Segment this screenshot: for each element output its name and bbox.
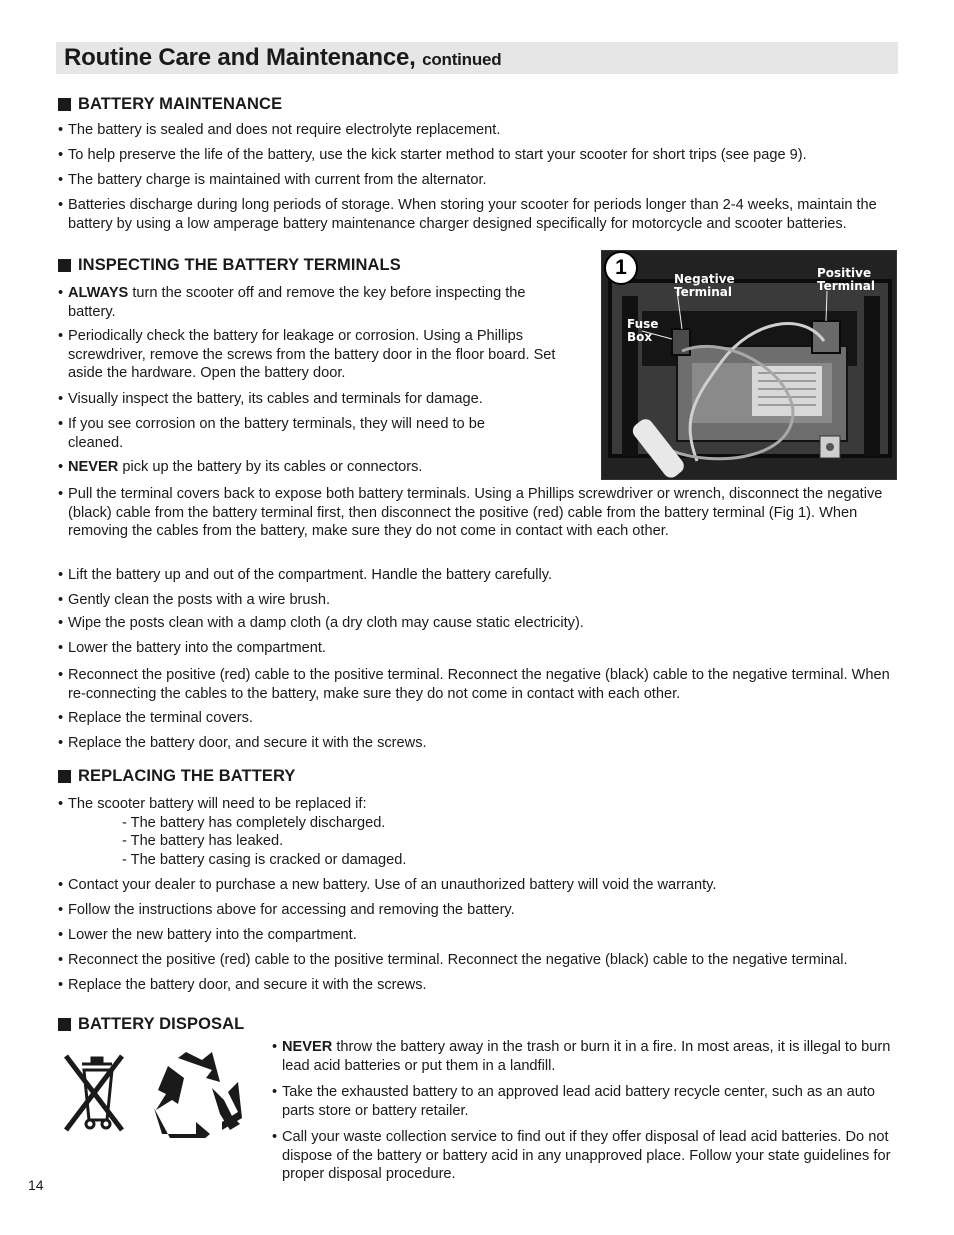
square-bullet-icon — [58, 770, 71, 783]
page-title-continued: continued — [422, 50, 502, 69]
bullet-text: Call your waste collection service to find out if they offer disposal of lead acid batteries. Do not dispose of the battery or battery acid in any unapproved place. Follow your state guidelines for proper disposal procedure. — [282, 1129, 891, 1183]
replacing-item: • Contact your dealer to purchase a new battery. Use of an unauthorized battery will void the warranty. — [58, 876, 896, 895]
bullet-text: The scooter battery will need to be replaced if: — [68, 796, 367, 812]
bullet-text: Visually inspect the battery, its cables and terminals for damage. — [68, 391, 483, 407]
bullet-text: Replace the battery door, and secure it with the screws. — [68, 977, 427, 993]
inspecting-item: • Lift the battery up and out of the compartment. Handle the battery carefully. — [58, 566, 896, 585]
battery-compartment-photo — [601, 250, 897, 480]
bullet-text: Follow the instructions above for accessing and removing the battery. — [68, 902, 515, 918]
bullet-text: Contact your dealer to purchase a new battery. Use of an unauthorized battery will void the warranty. — [68, 877, 717, 893]
inspecting-item: • If you see corrosion on the battery terminals, they will need to be cleaned. — [58, 415, 498, 452]
disposal-heading-text: BATTERY DISPOSAL — [78, 1015, 245, 1033]
inspecting-item: • Replace the battery door, and secure it with the screws. — [58, 734, 896, 753]
inspecting-item: • ALWAYS turn the scooter off and remove the key before inspecting the battery. — [58, 285, 526, 320]
inspecting-heading-text: INSPECTING THE BATTERY TERMINALS — [78, 256, 401, 274]
crossed-out-bin-icon — [66, 1056, 122, 1130]
battery-maintenance-heading-text: BATTERY MAINTENANCE — [78, 95, 283, 113]
battery-maintenance-item: • To help preserve the life of the battery, use the kick starter method to start your scooter for short trips (see page 9). — [58, 146, 896, 165]
fuse-box-label: Fuse Box — [627, 317, 659, 344]
replacing-item: • The scooter battery will need to be replaced if: — [58, 795, 896, 814]
battery-maintenance-heading — [58, 94, 282, 114]
replacing-item: • Lower the new battery into the compartment. — [58, 926, 896, 945]
emphasis-never: NEVER — [282, 1039, 333, 1055]
inspecting-item: • Pull the terminal covers back to expose both battery terminals. Using a Phillips screwdriver or wrench, disconnect the negative (black) cable from the battery terminal first, then disconnect the positive (red) cable from the battery terminal (Fig 1). When removing the cables from the battery, make sure they do not come in contact with each other. — [58, 485, 896, 541]
replacing-sub-item: - The battery has completely discharged. — [122, 815, 386, 831]
bullet-text: Lift the battery up and out of the compartment. Handle the battery carefully. — [68, 567, 553, 583]
inspecting-item: • Visually inspect the battery, its cables and terminals for damage. — [58, 390, 563, 409]
bullet-text: Batteries discharge during long periods of storage. When storing your scooter for periods longer than 2-4 weeks, maintain the battery by using a low amperage battery maintenance charger designed specifically for motorcycle and scooter batteries. — [68, 197, 877, 232]
inspecting-item: • Gently clean the posts with a wire brush. — [58, 591, 896, 610]
bullet-text: Reconnect the positive (red) cable to the positive terminal. Reconnect the negative (black) cable to the negative terminal. When re-connecting the cables to the battery, make sure they do not come in contact with each other. — [68, 667, 890, 702]
bullet-text: turn the scooter off and remove the key before inspecting the battery. — [68, 285, 526, 320]
replacing-heading-text: REPLACING THE BATTERY — [78, 767, 296, 785]
disposal-heading — [58, 1014, 244, 1034]
disposal-item: • Take the exhausted battery to an approved lead acid battery recycle center, such as an auto parts store or battery retailer. — [272, 1083, 898, 1120]
negative-terminal-label: Negative Terminal — [674, 272, 735, 299]
bullet-text: Pull the terminal covers back to expose both battery terminals. Using a Phillips screwdriver or wrench, disconnect the negative (black) cable from the battery terminal first, then disconnect the positive (red) cable from the battery terminal (Fig 1). When removing the cables from the battery, make sure they do not come in contact with each other. — [68, 486, 883, 540]
figure-number-badge: 1 — [604, 251, 638, 285]
inspecting-item: • Wipe the posts clean with a damp cloth (a dry cloth may cause static electricity). — [58, 614, 896, 633]
inspecting-item: • Reconnect the positive (red) cable to the positive terminal. Reconnect the negative (black) cable to the negative terminal. When re-connecting the cables to the battery, make sure they do not come in contact with each other. — [58, 666, 896, 703]
replacing-item: • Replace the battery door, and secure it with the screws. — [58, 976, 896, 995]
inspecting-item: • Replace the terminal covers. — [58, 709, 896, 728]
page-title-main: Routine Care and Maintenance, — [64, 44, 416, 71]
battery-maintenance-item: • Batteries discharge during long periods of storage. When storing your scooter for periods longer than 2-4 weeks, maintain the battery by using a low amperage battery maintenance charger designed specifically for motorcycle and scooter batteries. — [58, 196, 896, 233]
bullet-text: pick up the battery by its cables or connectors. — [118, 459, 423, 475]
replacing-sub-item: - The battery has leaked. — [122, 833, 284, 849]
bullet-text: Periodically check the battery for leakage or corrosion. Using a Phillips screwdriver, remove the screws from the battery door in the floor board. Set aside the hardware. Open the battery door. — [68, 328, 556, 382]
bullet-text: Lower the battery into the compartment. — [68, 640, 326, 656]
battery-maintenance-item: • The battery charge is maintained with current from the alternator. — [58, 171, 896, 190]
square-bullet-icon — [58, 259, 71, 272]
replacing-heading — [58, 766, 296, 786]
replacing-item: • Reconnect the positive (red) cable to the positive terminal. Reconnect the negative (black) cable to the negative terminal. — [58, 951, 896, 970]
emphasis-never: NEVER — [68, 459, 119, 475]
bullet-text: throw the battery away in the trash or burn it in a fire. In most areas, it is illegal to burn lead acid batteries or put them in a landfill. — [282, 1039, 891, 1074]
replacing-sub-item: - The battery casing is cracked or damaged. — [122, 852, 407, 868]
square-bullet-icon — [58, 98, 71, 111]
battery-maintenance-item: • The battery is sealed and does not require electrolyte replacement. — [58, 121, 896, 140]
disposal-item: • NEVER throw the battery away in the trash or burn it in a fire. In most areas, it is illegal to burn lead acid batteries or put them in a landfill. — [272, 1039, 891, 1074]
bullet-text: If you see corrosion on the battery terminals, they will need to be cleaned. — [68, 416, 485, 451]
inspecting-heading — [58, 255, 401, 275]
title-bar — [56, 42, 898, 74]
bullet-text: Reconnect the positive (red) cable to the positive terminal. Reconnect the negative (black) cable to the negative terminal. — [68, 952, 848, 968]
bullet-text: To help preserve the life of the battery, use the kick starter method to start your scooter for short trips (see page 9). — [68, 147, 807, 163]
inspecting-item: • Periodically check the battery for leakage or corrosion. Using a Phillips screwdriver, remove the screws from the battery door in the floor board. Set aside the hardware. Open the battery door. — [58, 327, 563, 383]
square-bullet-icon — [58, 1018, 71, 1031]
inspecting-item: • Lower the battery into the compartment. — [58, 639, 896, 658]
inspecting-item: • NEVER pick up the battery by its cables or connectors. — [58, 459, 423, 475]
page-number: 14 — [28, 1177, 44, 1193]
recycle-icon — [154, 1052, 242, 1138]
bullet-text: Wipe the posts clean with a damp cloth (a dry cloth may cause static electricity). — [68, 615, 584, 631]
disposal-icons-svg — [62, 1048, 242, 1138]
bullet-text: The battery charge is maintained with current from the alternator. — [68, 172, 487, 188]
bullet-text: Gently clean the posts with a wire brush. — [68, 592, 331, 608]
bullet-text: Lower the new battery into the compartment. — [68, 927, 357, 943]
emphasis-always: ALWAYS — [68, 285, 129, 301]
replacing-item: • Follow the instructions above for accessing and removing the battery. — [58, 901, 896, 920]
disposal-icons — [62, 1048, 242, 1144]
page-title — [64, 42, 502, 76]
bullet-text: The battery is sealed and does not require electrolyte replacement. — [68, 122, 501, 138]
positive-terminal-label: Positive Terminal — [817, 266, 876, 293]
bullet-text: Replace the terminal covers. — [68, 710, 253, 726]
disposal-item: • Call your waste collection service to find out if they offer disposal of lead acid batteries. Do not dispose of the battery or battery acid in any unapproved place. Follow your state guidelines for proper disposal procedure. — [272, 1128, 898, 1184]
bullet-text: Replace the battery door, and secure it with the screws. — [68, 735, 427, 751]
bullet-text: Take the exhausted battery to an approved lead acid battery recycle center, such as an auto parts store or battery retailer. — [282, 1084, 876, 1119]
